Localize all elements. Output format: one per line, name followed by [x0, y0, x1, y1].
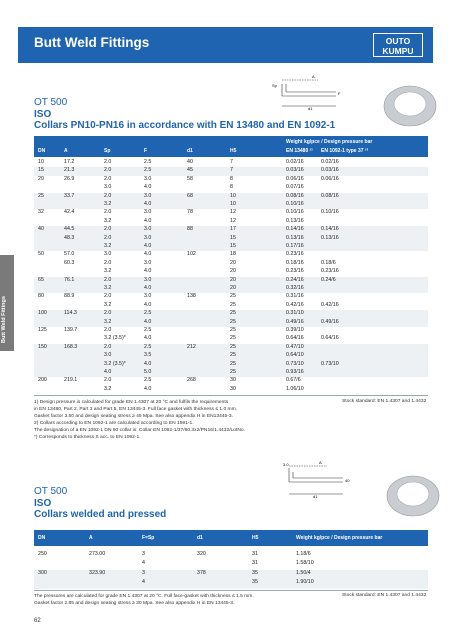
table-cell: 2.0 — [104, 276, 112, 283]
side-tab — [0, 255, 14, 351]
section2-title — [34, 486, 166, 521]
table-cell: 0.13/16 — [286, 234, 304, 241]
table-cell: 4.0 — [144, 201, 152, 207]
table-cell: 0.39/10 — [286, 327, 304, 333]
table-cell: 3.0 — [104, 184, 112, 191]
page-number: 62 — [34, 618, 41, 624]
note-line: The designation of a EN 1092-1 DN 50 collar is: Collar EN 1092-1/37/60.3x2/PN16/1.4432/LotNo. — [34, 428, 245, 434]
table-cell: 25 — [230, 352, 236, 359]
table-cell: 2.0 — [104, 234, 112, 241]
table-cell: 4 — [142, 579, 145, 586]
table-cell: 68 — [187, 192, 193, 199]
table-cell: 80 — [38, 293, 44, 300]
table-cell: 0.08/16 — [286, 192, 304, 199]
table-row — [34, 369, 428, 377]
table1-notes — [34, 399, 334, 442]
table-cell: 3 — [142, 551, 145, 557]
table-row — [34, 251, 428, 259]
table-cell: 26.9 — [64, 175, 75, 182]
table2-header — [34, 530, 428, 546]
table-cell: 4.0 — [144, 243, 152, 249]
table-cell: 2.0 — [104, 293, 112, 300]
table-cell: 30 — [230, 377, 236, 384]
table-cell: 3.2 (3.5)* — [104, 360, 126, 367]
table-cell: 25 — [230, 343, 236, 350]
table-row — [34, 352, 428, 360]
table-cell: 2.0 — [104, 377, 112, 384]
table1-col-a: A — [64, 148, 68, 154]
table-cell: 3.0 — [104, 251, 112, 258]
table-cell: 21.3 — [64, 167, 75, 174]
table-cell: 3.0 — [144, 192, 152, 199]
table-cell: 268 — [187, 377, 196, 384]
table-cell: 0.10/16 — [286, 201, 304, 207]
table-row — [34, 302, 428, 310]
table-cell: 45 — [187, 167, 193, 174]
table-row — [34, 226, 428, 234]
table-cell: 2.0 — [104, 175, 112, 182]
table-cell: 0.13/16 — [286, 217, 304, 224]
drawing1-label-sp: Sp — [272, 83, 277, 88]
table-cell: 25 — [230, 301, 236, 308]
table2-col-d1: d1 — [197, 535, 203, 541]
table-row — [34, 327, 428, 335]
drawing2-label-d1: d1 — [313, 494, 318, 499]
table-cell: 4.0 — [144, 360, 152, 367]
table-cell: 0.31/10 — [286, 310, 304, 317]
table-cell: 0.18/16 — [286, 259, 304, 266]
table-cell: 2.0 — [104, 167, 112, 174]
table1-bottom-rule — [34, 395, 428, 396]
table-cell: 102 — [187, 251, 196, 258]
section1-line3: Collars PN10-PN16 in accordance with EN 13480 and EN 1092-1 — [34, 120, 336, 131]
collar-drawing-2 — [275, 458, 440, 528]
table-row — [34, 193, 428, 201]
table-cell: 0.07/16 — [286, 184, 304, 191]
table1-col-dn: DN — [38, 148, 46, 154]
table-cell: 40 — [38, 226, 44, 233]
table-cell: 3.0 — [144, 259, 152, 266]
table-cell: 138 — [187, 293, 196, 300]
side-tab-label: Butt Weld Fittings — [1, 296, 7, 343]
table-cell: 65 — [38, 276, 44, 283]
table-cell: 20 — [230, 268, 236, 275]
table-row — [34, 218, 428, 226]
table-cell: 58 — [187, 175, 193, 182]
table-cell: 15 — [38, 167, 44, 174]
table-cell: 33.7 — [64, 192, 75, 199]
table-cell: 0.10/16 — [286, 209, 304, 216]
table-cell: 25 — [230, 369, 236, 375]
table-cell: 0.03/16 — [321, 167, 339, 174]
table-cell: 2.0 — [104, 209, 112, 216]
table-cell: 3.0 — [144, 175, 152, 182]
table-cell: 2.0 — [104, 159, 112, 165]
table-cell: 4.0 — [144, 335, 152, 342]
table1-col-h5: H5 — [230, 148, 237, 154]
table-cell: 10 — [38, 159, 44, 165]
table-cell: 0.64/16 — [321, 335, 339, 342]
table-cell: 78 — [187, 209, 193, 216]
note-line: 1) Design pressure is calculated for grade EN 1.4307 at 20 °C and fulfils the requirements — [34, 400, 229, 405]
table2-col-weight: Weight kg/pce / Design pressure bar — [296, 535, 383, 541]
table-cell: 4 — [142, 560, 145, 567]
table-row — [34, 277, 428, 285]
drawing1-label-f: F — [338, 91, 341, 96]
table-cell: 3.2 — [104, 285, 112, 291]
section2-line1: OT 500 — [34, 486, 68, 497]
table-cell: 0.14/16 — [286, 226, 304, 233]
table-cell: 50 — [38, 251, 44, 258]
table-cell: 76.1 — [64, 276, 75, 283]
table-cell: 3.5 — [144, 352, 152, 359]
table-cell: 4.0 — [144, 318, 152, 325]
table-cell: 2.0 — [104, 343, 112, 350]
table-cell: 3.2 — [104, 385, 112, 392]
table-row — [34, 335, 428, 343]
table-row — [34, 184, 428, 192]
table-row — [34, 570, 428, 579]
table-cell: 0.18/6 — [321, 259, 336, 266]
table-cell: 168.3 — [64, 343, 78, 350]
table-cell: 0.13/16 — [321, 234, 339, 241]
table-cell: 0.93/16 — [286, 369, 304, 375]
table-row — [34, 377, 428, 385]
table-cell: 35 — [252, 569, 258, 576]
table-cell: 3.2 — [104, 301, 112, 308]
table-cell: 30 — [230, 385, 236, 392]
table-cell: 3.2 — [104, 318, 112, 325]
table-cell: 323.90 — [89, 569, 106, 576]
table-cell: 2.5 — [144, 343, 152, 350]
table-cell: 100 — [38, 310, 47, 317]
table-cell: 0.42/16 — [321, 301, 339, 308]
table-cell: 31 — [252, 551, 258, 557]
table-cell: 35 — [252, 579, 258, 586]
table-cell: 25 — [230, 360, 236, 367]
table-cell: 42.4 — [64, 209, 75, 216]
table-cell: 20 — [230, 276, 236, 283]
table-cell: 57.0 — [64, 251, 75, 258]
table2-col-h5: H5 — [252, 535, 259, 541]
table-cell: 2.0 — [104, 327, 112, 333]
table-cell: 44.5 — [64, 226, 75, 233]
table-cell: 2.0 — [104, 310, 112, 317]
table-cell: 0.32/16 — [286, 285, 304, 291]
table-cell: 7 — [230, 159, 233, 165]
table-row — [34, 201, 428, 209]
table1-weight-header: Weight kg/pce / Design pressure bar — [286, 139, 373, 145]
table-cell: 1.06/10 — [286, 385, 304, 392]
section2-line3: Collars welded and pressed — [34, 509, 167, 520]
table-cell: 0.49/16 — [321, 318, 339, 325]
note-line: in EN 13480, Part 2, Part 3 and Part 5, EN 13445-3. Full face gasket with thickness ≤ 1.0 mm. — [34, 407, 238, 413]
table-cell: 0.42/16 — [286, 301, 304, 308]
table-cell: 3.2 — [104, 268, 112, 275]
table-cell: 60.3 — [64, 259, 75, 266]
table-cell: 219.1 — [64, 377, 78, 384]
table2-notes — [34, 593, 334, 607]
table-cell: 139.7 — [64, 327, 78, 333]
table-row — [34, 209, 428, 217]
table-cell: 25 — [230, 310, 236, 317]
drawing1-label-a: A — [312, 74, 315, 79]
table-row — [34, 176, 428, 184]
table-cell: 0.03/16 — [286, 167, 304, 174]
table-cell: 4.0 — [144, 285, 152, 291]
table-cell: 3.0 — [144, 293, 152, 300]
table-cell: 3.2 (3.5)* — [104, 335, 126, 342]
table-cell: 12 — [230, 209, 236, 216]
table-cell: 15 — [230, 243, 236, 249]
table-cell: 4.0 — [144, 301, 152, 308]
table-cell: 25 — [38, 192, 44, 199]
table-cell: 20 — [38, 175, 44, 182]
table-cell: 8 — [230, 175, 233, 182]
table-cell: 40 — [187, 159, 193, 165]
table1-col-en1092: EN 1092-1 type 37 ²⁾ — [321, 148, 369, 154]
table-row — [34, 560, 428, 569]
table-cell: 0.31/16 — [286, 293, 304, 300]
table2-stock-standard: Stock standard: EN 1.4307 and 1.4432 — [342, 593, 427, 598]
table-cell: 2.5 — [144, 377, 152, 384]
table-cell: 0.08/16 — [321, 192, 339, 199]
table-cell: 3.0 — [144, 226, 152, 233]
section2-line2: ISO — [34, 497, 52, 509]
table-row — [34, 159, 428, 167]
table-row — [34, 285, 428, 293]
table-row — [34, 243, 428, 251]
table-cell: 0.23/16 — [286, 268, 304, 275]
table-cell: 2.5 — [144, 159, 152, 165]
table-cell: 1.50/4 — [296, 569, 311, 576]
table-cell: 0.23/16 — [286, 251, 304, 258]
table-cell: 0.23/16 — [321, 268, 339, 275]
table2-col-fsp: F=Sp — [142, 535, 155, 541]
table1-col-en13480: EN 13480 ¹⁾ — [286, 148, 313, 154]
table-cell: 0.49/16 — [286, 318, 304, 325]
table-row — [34, 293, 428, 301]
table-cell: 5.0 — [144, 369, 152, 375]
table-row — [34, 579, 428, 588]
table-cell: 200 — [38, 377, 47, 384]
header-band — [18, 27, 433, 63]
table-cell: 3.2 — [104, 201, 112, 207]
table1-col-f: F — [144, 148, 148, 154]
table-cell: 4.0 — [144, 184, 152, 191]
table-cell: 3.0 — [144, 209, 152, 216]
table-cell: 17.2 — [64, 159, 75, 165]
table-cell: 212 — [187, 343, 196, 350]
table-cell: 1.90/10 — [296, 579, 314, 586]
table-cell: 4.0 — [144, 268, 152, 275]
table2-bottom-rule — [34, 590, 428, 591]
outokumpu-logo — [373, 33, 423, 57]
collar-photo-1 — [384, 86, 436, 126]
table-cell: 3.0 — [144, 276, 152, 283]
table-cell: 3.0 — [104, 352, 112, 359]
table-cell: 0.64/16 — [286, 335, 304, 342]
collar-photo-2 — [387, 476, 439, 516]
table-cell: 20 — [230, 259, 236, 266]
table-cell: 31 — [252, 560, 258, 567]
drawing2-label-3: 3.0 — [283, 462, 289, 467]
logo-line-1: OUTO — [385, 36, 411, 46]
table-cell: 8 — [230, 184, 233, 191]
table-cell: 88 — [187, 226, 193, 233]
table-row — [34, 319, 428, 327]
table-cell: 378 — [197, 569, 206, 576]
table-cell: 0.67/6 — [286, 377, 301, 384]
table-cell: 0.06/16 — [286, 175, 304, 182]
table-cell: 4.0 — [144, 251, 152, 258]
table-cell: 3 — [142, 569, 145, 576]
table-cell: 0.02/16 — [286, 159, 304, 165]
note-line: The pressures are calculated for grade EN 1.4307 at 20 °C. Full face-gasket with thickness ≤ 1.5 mm. — [34, 594, 254, 599]
table-cell: 25 — [230, 318, 236, 325]
table-cell: 114.3 — [64, 310, 77, 317]
table1-col-sp: Sp — [104, 148, 111, 154]
table-cell: 3.2 — [104, 243, 112, 249]
table-cell: 2.5 — [144, 310, 152, 317]
table-cell: 25 — [230, 293, 236, 300]
table-cell: 1.18/6 — [296, 551, 311, 557]
page-title: Butt Weld Fittings — [34, 35, 150, 50]
table-cell: 2.5 — [144, 327, 152, 333]
table-cell: 320 — [197, 551, 206, 557]
table-cell: 18 — [230, 251, 236, 258]
table-cell: 4.0 — [144, 217, 152, 224]
drawing2-label-40: 40 — [345, 478, 350, 483]
table-cell: 250 — [38, 551, 47, 557]
section1-line2: ISO — [34, 108, 52, 120]
drawing1-label-d1: d1 — [308, 106, 313, 111]
table-cell: 0.73/10 — [286, 360, 304, 367]
table-cell: 0.14/16 — [321, 226, 339, 233]
table-row — [34, 167, 428, 175]
note-line: Gasket factor 3.50 and design seating stress ≥ 45 Mpa. See also appendix H in EN13445-3. — [34, 414, 233, 420]
section1-title — [34, 97, 335, 132]
table-cell: 4.0 — [144, 385, 152, 392]
table-cell: 2.5 — [144, 167, 152, 174]
table-cell: 25 — [230, 335, 236, 342]
table-row — [34, 235, 428, 243]
table-cell: 0.24/6 — [321, 276, 336, 283]
table-cell: 125 — [38, 327, 47, 333]
section1-line1: OT 500 — [34, 97, 68, 108]
table-row — [34, 344, 428, 352]
table-cell: 0.10/16 — [321, 209, 339, 216]
table-cell: 10 — [230, 201, 236, 207]
table-cell: 12 — [230, 217, 236, 224]
drawing2-label-a: A — [319, 460, 322, 465]
table-cell: 2.0 — [104, 192, 112, 199]
table-cell: 300 — [38, 569, 47, 576]
table-cell: 48.3 — [64, 234, 75, 241]
note-line: 2) Collars according to EN 1092-1 are calculated according to EN 1591-1. — [34, 421, 194, 427]
table-cell: 0.06/16 — [321, 175, 339, 182]
table-cell: 0.64/10 — [286, 352, 304, 359]
table-cell: 4.0 — [104, 369, 112, 375]
table-cell: 273.00 — [89, 551, 106, 557]
table-row — [34, 386, 428, 394]
table-row — [34, 551, 428, 560]
table-cell: 20 — [230, 285, 236, 291]
table-cell: 17 — [230, 226, 236, 233]
table-cell: 2.0 — [104, 226, 112, 233]
table-cell: 32 — [38, 209, 44, 216]
table-row — [34, 361, 428, 369]
table-cell: 0.17/16 — [286, 243, 304, 249]
table-cell: 25 — [230, 327, 236, 333]
table-cell: 7 — [230, 167, 233, 174]
table-cell: 0.24/16 — [286, 276, 304, 283]
table-cell: 2.0 — [104, 259, 112, 266]
table-cell: 0.73/10 — [321, 360, 339, 367]
table-cell: 88.9 — [64, 293, 75, 300]
table-cell: 0.47/10 — [286, 343, 304, 350]
table-cell: 3.0 — [144, 234, 152, 241]
table-row — [34, 310, 428, 318]
table-cell: 1.58/10 — [296, 560, 314, 567]
table1-header — [34, 136, 428, 157]
table-cell: 3.2 — [104, 217, 112, 224]
table-cell: 15 — [230, 234, 236, 241]
table1-col-d1: d1 — [187, 148, 193, 154]
table2-col-a: A — [89, 535, 93, 541]
table-row — [34, 268, 428, 276]
logo-line-2: KUMPU — [382, 46, 414, 56]
table1-stock-standard: Stock standard: EN 1.4307 and 1.4432 — [342, 399, 427, 404]
table2-col-dn: DN — [38, 535, 46, 541]
note-line: Gasket factor 2.85 and design seating stress ≥ 30 Mpa. See also appendix H in EN 13445-3. — [34, 601, 235, 607]
note-line: *) Corresponds to thickness S acc. to EN 1092-1. — [34, 435, 141, 441]
table-cell: 150 — [38, 343, 47, 350]
table-row — [34, 260, 428, 268]
table-cell: 0.02/16 — [321, 159, 339, 165]
table-cell: 10 — [230, 192, 236, 199]
